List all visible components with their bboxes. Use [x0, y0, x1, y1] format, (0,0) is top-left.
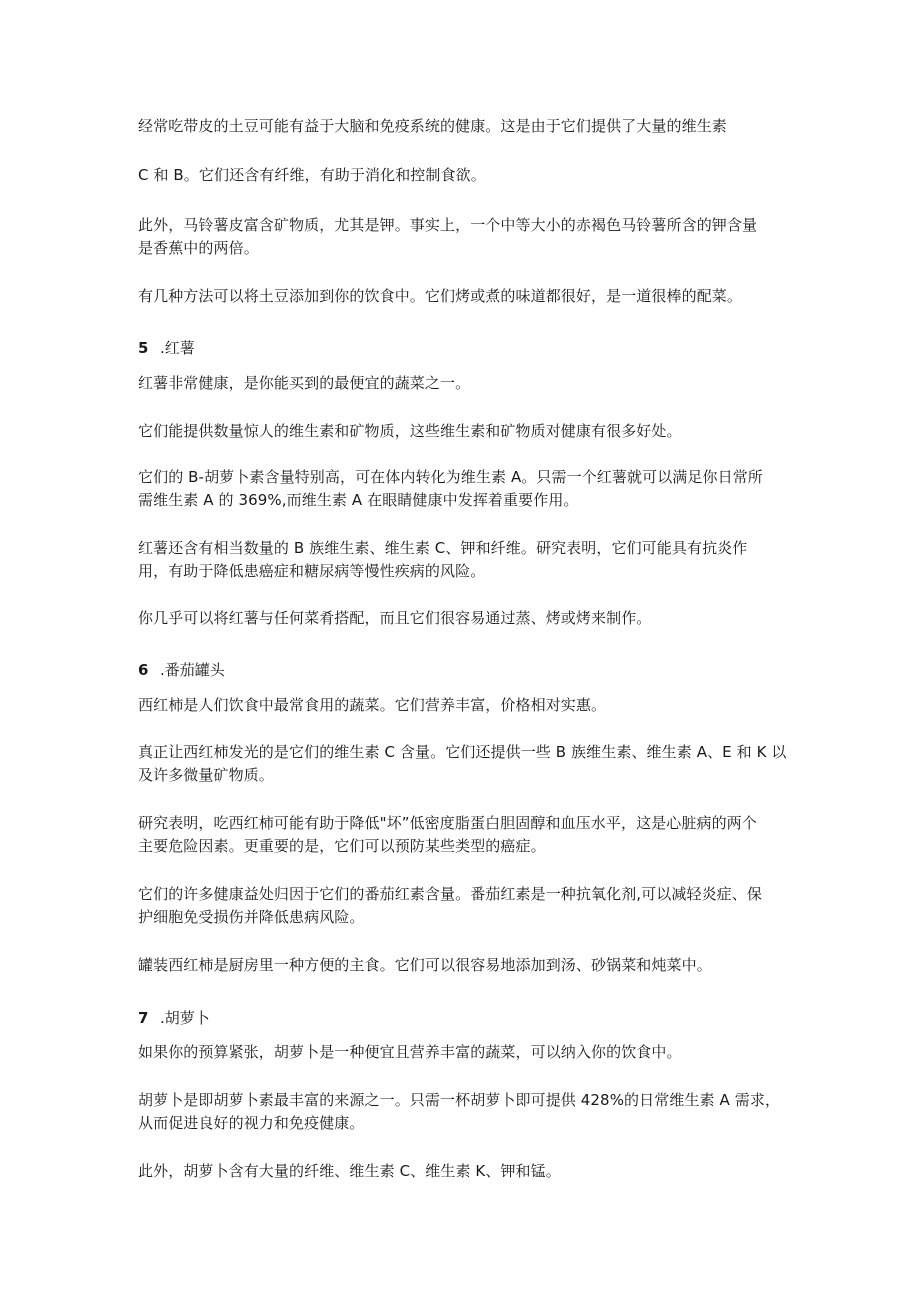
section-heading-7 [138, 1007, 210, 1029]
paragraph-line: 此外，胡萝卜含有大量的纤维、维生素 C、维生素 K、钾和锰。 [138, 1162, 561, 1180]
paragraph-line: 红薯还含有相当数量的 B 族维生素、维生素 C、钾和纤维。研究表明，它们可能具有抗炎作 [138, 539, 748, 557]
section-number: 6 [138, 661, 149, 679]
paragraph-line: 它们的 B-胡萝卜素含量特别高，可在体内转化为维生素 A。只需一个红薯就可以满足你日常所 [138, 468, 763, 486]
paragraph-line: 主要危险因素。更重要的是，它们可以预防某些类型的癌症。 [138, 837, 546, 855]
paragraph-line: C 和 B。它们还含有纤维，有助于消化和控制食欲。 [138, 166, 486, 184]
section-heading-6 [138, 659, 225, 681]
paragraph-line: 西红柿是人们饮食中最常食用的蔬菜。它们营养丰富，价格相对实惠。 [138, 696, 607, 714]
paragraph-line: 它们的许多健康益处归因于它们的番茄红素含量。番茄红素是一种抗氧化剂,可以减轻炎症、保 [138, 885, 762, 903]
section-title: .番茄罐头 [160, 661, 225, 679]
paragraph-line: 用，有助于降低患癌症和糖尿病等慢性疾病的风险。 [138, 562, 486, 580]
paragraph-line: 红薯非常健康，是你能买到的最便宜的蔬菜之一。 [138, 374, 471, 392]
paragraph-line: 如果你的预算紧张，胡萝卜是一种便宜且营养丰富的蔬菜，可以纳入你的饮食中。 [138, 1043, 682, 1061]
paragraph-line: 是香蕉中的两倍。 [138, 239, 259, 257]
section-heading-5 [138, 337, 195, 359]
paragraph-line: 经常吃带皮的土豆可能有益于大脑和免疫系统的健康。这是由于它们提供了大量的维生素 [138, 117, 727, 135]
paragraph-line: 此外，马铃薯皮富含矿物质，尤其是钾。事实上，一个中等大小的赤褐色马铃薯所含的钾含量 [138, 216, 758, 234]
section-number: 5 [138, 339, 149, 357]
paragraph-line: 真正让西红柿发光的是它们的维生素 C 含量。它们还提供一些 B 族维生素、维生素 A、E 和 K 以 [138, 743, 787, 761]
paragraph-line: 需维生素 A 的 369%,而维生素 A 在眼睛健康中发挥着重要作用。 [138, 491, 579, 509]
paragraph-line: 胡萝卜是即胡萝卜素最丰富的来源之一。只需一杯胡萝卜即可提供 428%的日常维生素 A 需求， [138, 1091, 781, 1109]
paragraph-line: 它们能提供数量惊人的维生素和矿物质，这些维生素和矿物质对健康有很多好处。 [138, 422, 682, 440]
paragraph-line: 有几种方法可以将土豆添加到你的饮食中。它们烤或煮的味道都很好，是一道很棒的配菜。 [138, 287, 743, 305]
paragraph-line: 从而促进良好的视力和免疫健康。 [138, 1114, 365, 1132]
section-number: 7 [138, 1009, 149, 1027]
section-title: .红薯 [160, 339, 195, 357]
paragraph-line: 罐装西红柿是厨房里一种方便的主食。它们可以很容易地添加到汤、砂锅菜和炖菜中。 [138, 956, 712, 974]
paragraph-line: 护细胞免受损伤并降低患病风险。 [138, 908, 365, 926]
paragraph-line: 你几乎可以将红薯与任何菜肴搭配，而且它们很容易通过蒸、烤或烤来制作。 [138, 609, 652, 627]
paragraph-line: 研究表明，吃西红柿可能有助于降低"坏”低密度脂蛋白胆固醇和血压水平，这是心脏病的两个 [138, 814, 757, 832]
paragraph-line: 及许多微量矿物质。 [138, 766, 274, 784]
section-title: .胡萝卜 [160, 1009, 210, 1027]
